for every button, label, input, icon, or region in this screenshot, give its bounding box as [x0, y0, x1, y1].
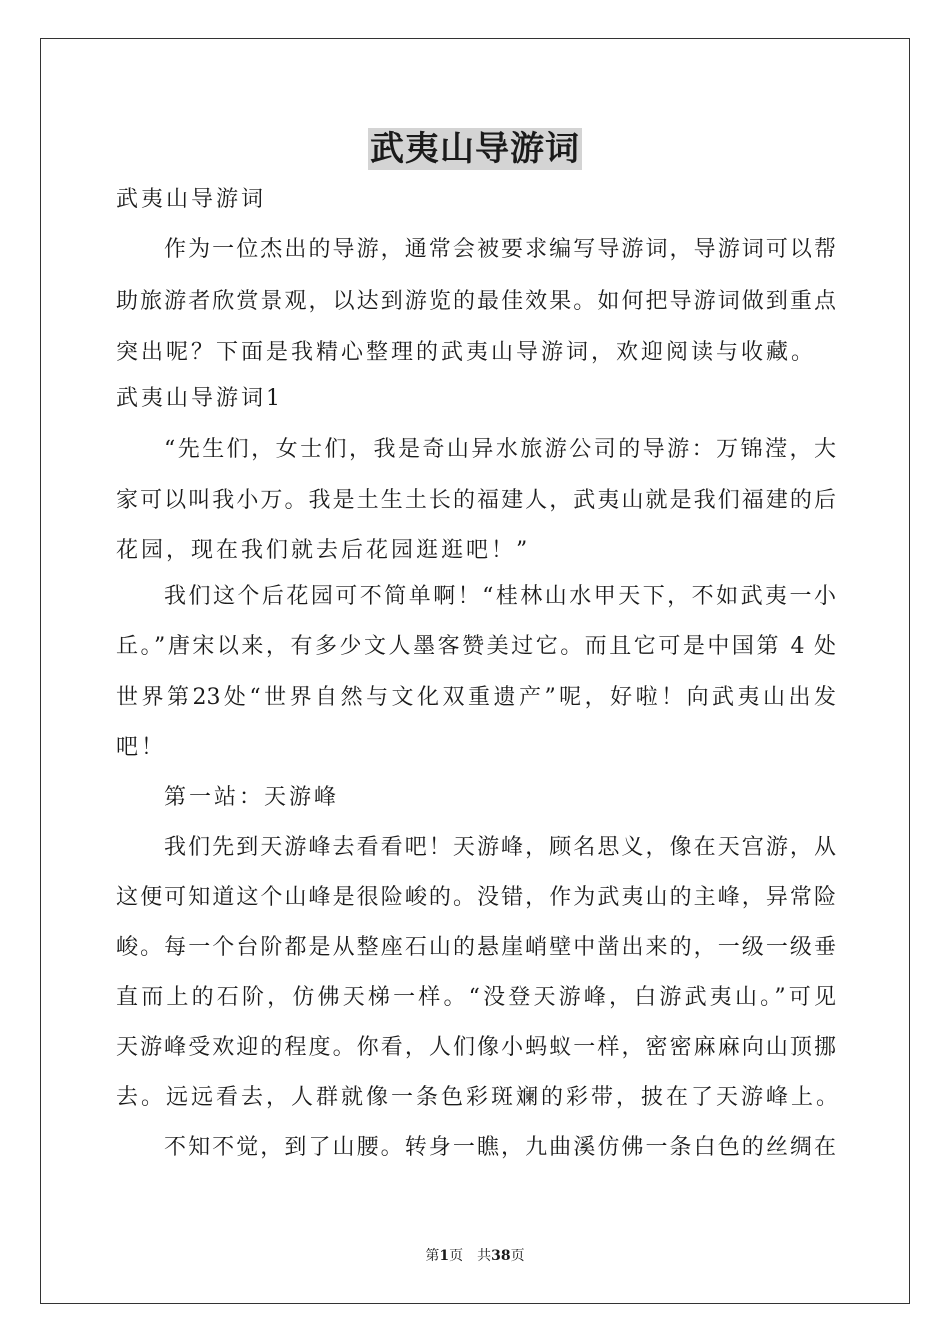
paragraph-line: 不知不觉，到了山腰。转身一瞧，九曲溪仿佛一条白色的丝绸在 [164, 1135, 836, 1160]
paragraph-line: 花园，现在我们就去后花园逛逛吧！” [116, 538, 531, 563]
paragraph-line: 直而上的石阶，仿佛天梯一样。“没登天游峰，白游武夷山。”可见 [116, 985, 836, 1010]
paragraph-line: 去。远远看去，人群就像一条色彩斑斓的彩带，披在了天游峰上。 [116, 1085, 842, 1110]
title-container [0, 128, 950, 170]
paragraph-line: 峻。每一个台阶都是从整座石山的悬崖峭壁中凿出来的，一级一级垂 [116, 935, 836, 960]
stop-heading: 第一站：天游峰 [164, 785, 340, 810]
paragraph-line: 吧！ [116, 735, 167, 760]
section-heading: 武夷山导游词1 [116, 386, 283, 411]
footer-page-mid: 页 共 [449, 1248, 492, 1264]
page-footer [0, 1247, 950, 1265]
paragraph-line: 家可以叫我小万。我是土生土长的福建人，武夷山就是我们福建的后 [116, 488, 836, 513]
paragraph-line: 世界第23处“世界自然与文化双重遗产”呢，好啦！向武夷山出发 [116, 685, 836, 710]
paragraph-line: 这便可知道这个山峰是很险峻的。没错，作为武夷山的主峰，异常险 [116, 885, 836, 910]
subtitle-line: 武夷山导游词 [116, 187, 267, 212]
footer-total-pages: 38 [491, 1248, 511, 1264]
paragraph-line: 我们先到天游峰去看看吧！天游峰，顾名思义，像在天宫游，从 [164, 835, 836, 860]
paragraph-line: 丘。”唐宋以来，有多少文人墨客赞美过它。而且它可是中国第 4 处 [116, 634, 836, 659]
paragraph-line: “先生们，女士们，我是奇山异水旅游公司的导游：万锦滢，大 [164, 437, 836, 462]
document-title: 武夷山导游词 [370, 129, 580, 169]
footer-page-suffix: 页 [510, 1248, 525, 1264]
paragraph-line: 我们这个后花园可不简单啊！“桂林山水甲天下，不如武夷一小 [164, 584, 836, 609]
paragraph-line: 天游峰受欢迎的程度。你看，人们像小蚂蚁一样，密密麻麻向山顶挪 [116, 1035, 836, 1060]
footer-page-prefix: 第 [425, 1248, 440, 1264]
paragraph-line: 作为一位杰出的导游，通常会被要求编写导游词，导游词可以帮 [164, 237, 836, 262]
page-border [40, 38, 910, 1304]
footer-page-number: 1 [439, 1248, 450, 1264]
paragraph-line: 突出呢？下面是我精心整理的武夷山导游词，欢迎阅读与收藏。 [116, 340, 817, 365]
paragraph-line: 助旅游者欣赏景观，以达到游览的最佳效果。如何把导游词做到重点 [116, 289, 836, 314]
